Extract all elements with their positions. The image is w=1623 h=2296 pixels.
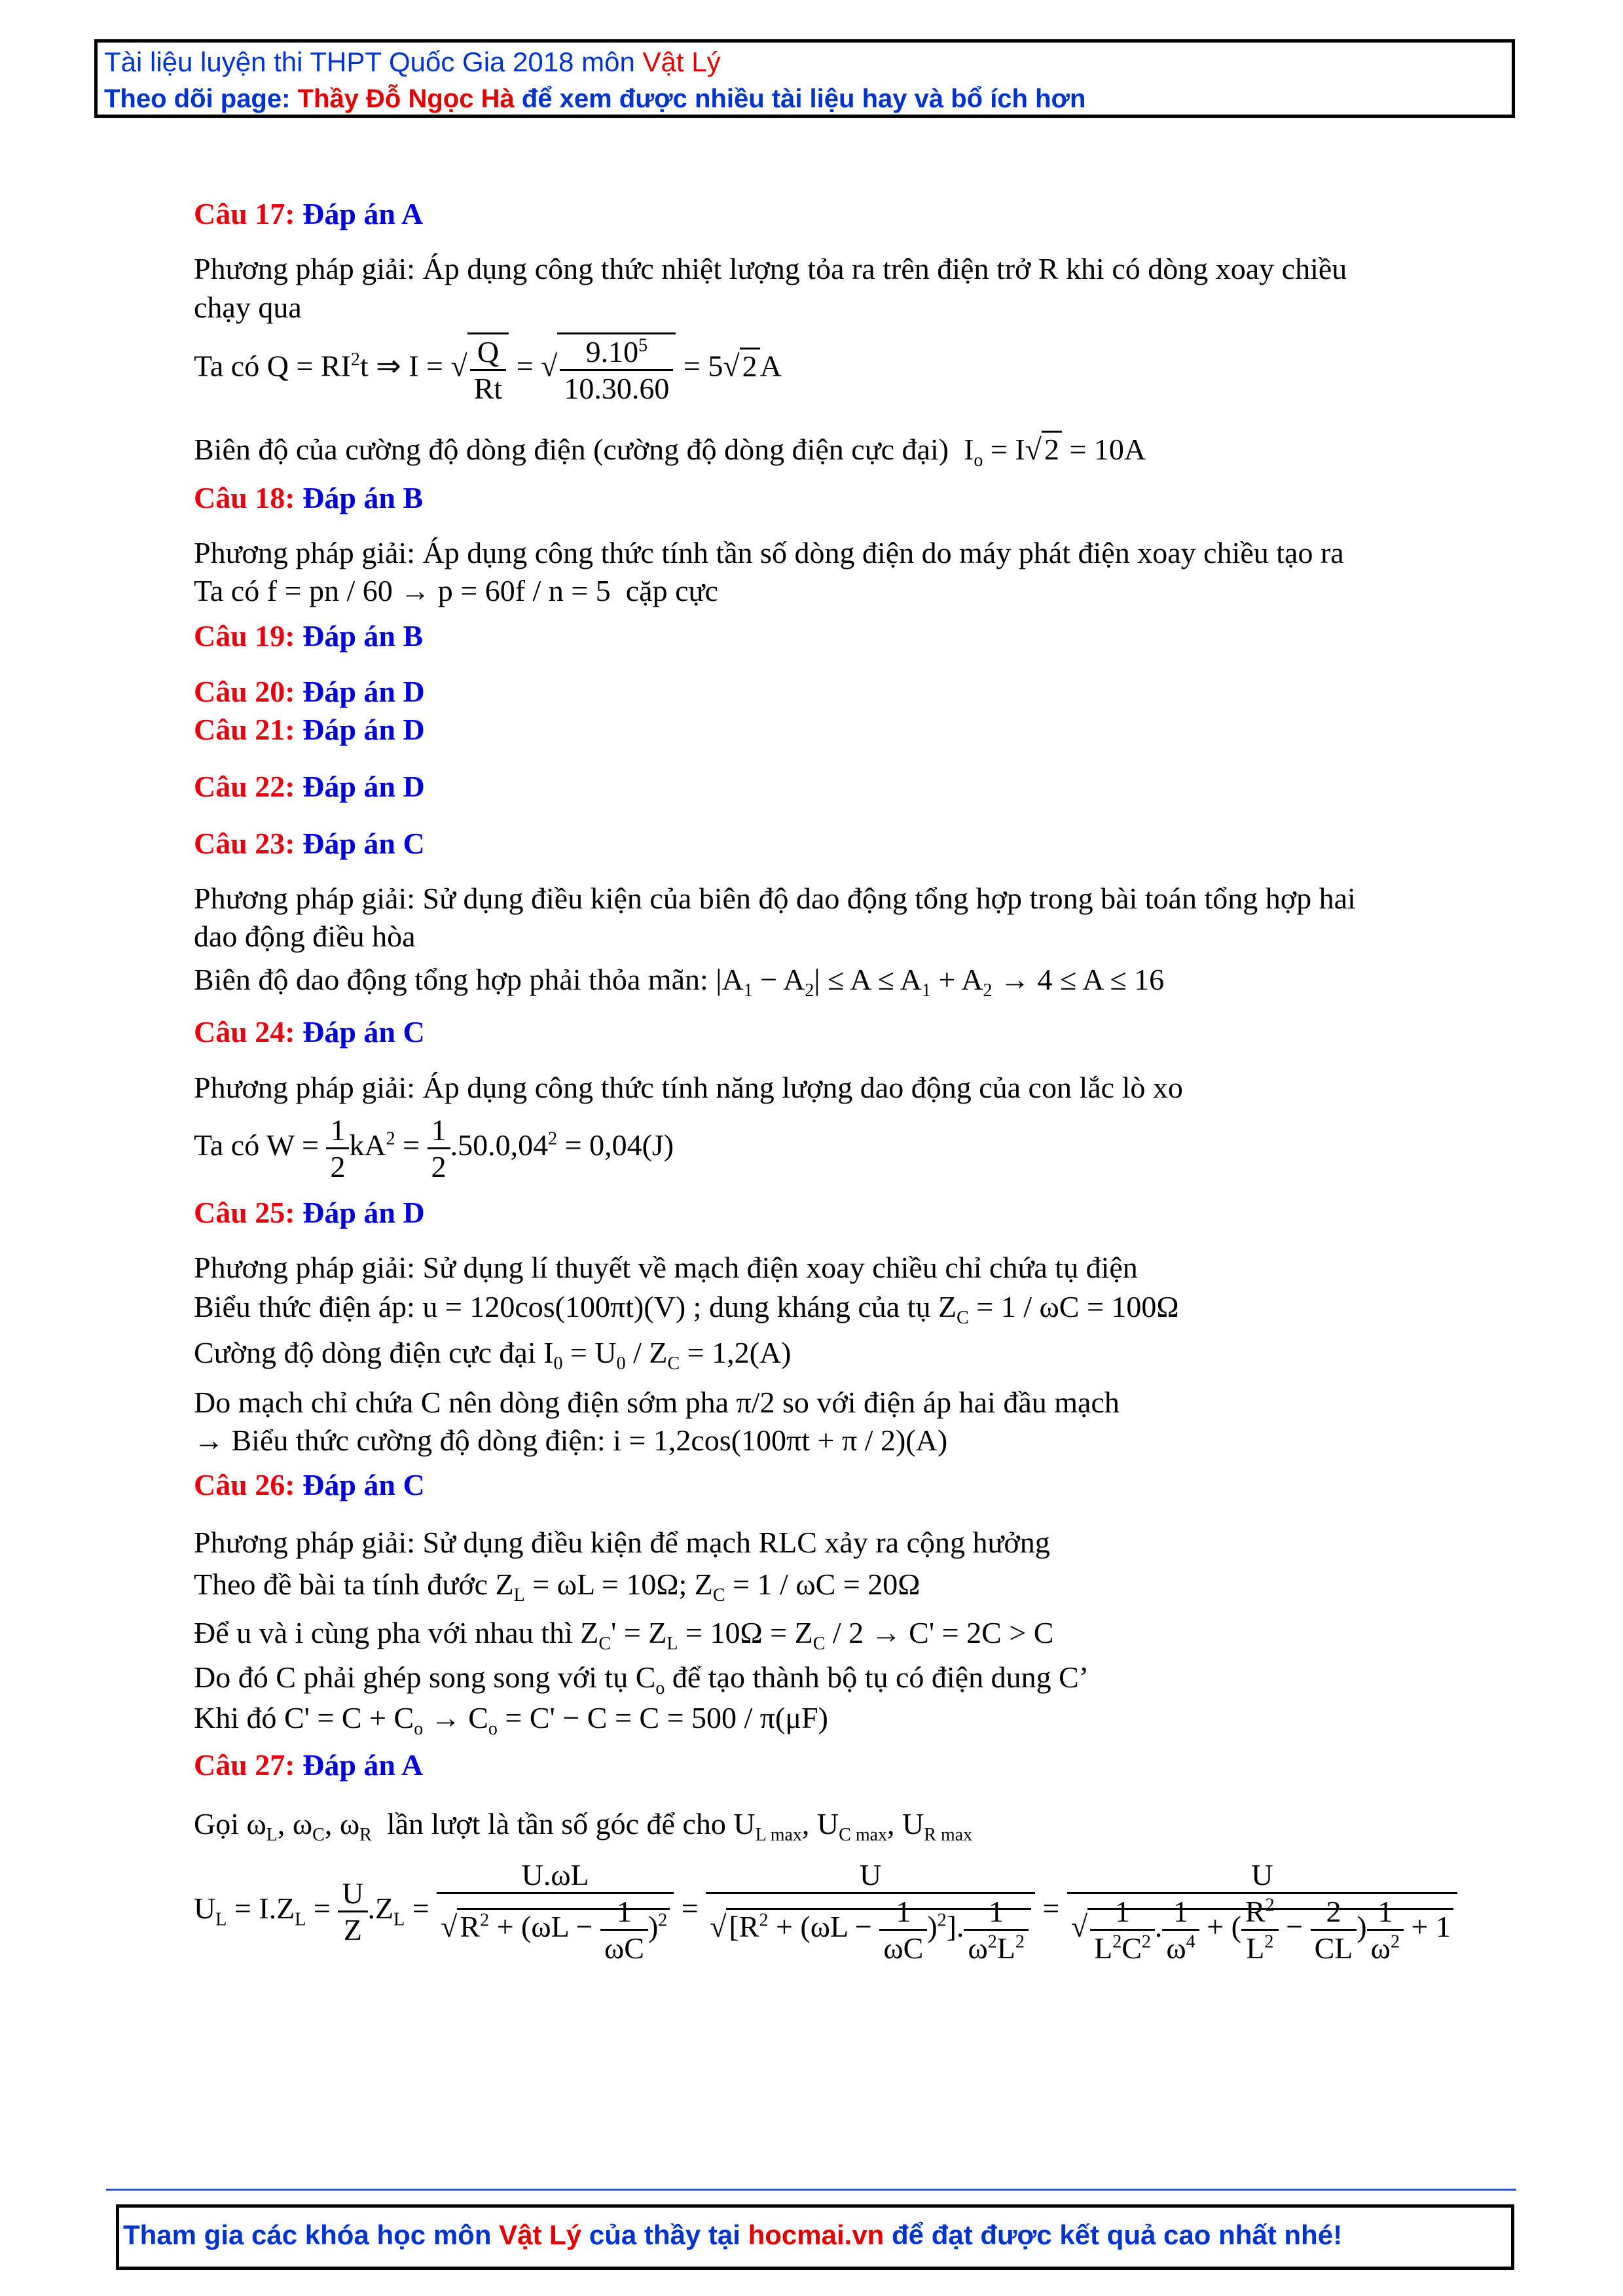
q27-frac-uz: $\frac{U}{Z}$ (338, 1876, 367, 1947)
q27-frac-b: U $√[R^2 + (\omega L$ − $\frac{1}{\omega C}$ )$^2$]. $\frac{1}{\omega^2L^2}$ (706, 1857, 1035, 1965)
q17-frac-2: $\frac{9.10^5}{10.30.60}$ (557, 332, 676, 406)
q25-current-max: Cường độ dòng điện cực đại $I_0 = U_0 / Z_C = 1,2(A)$ (194, 1336, 792, 1374)
header-line-1 (104, 46, 721, 78)
q25-voltage: Biểu thức điện áp: u = 120cos(100πt)(V) ; dung kháng của tụ $Z_C = 1 / \omega C = 100\Omega$ (194, 1290, 1179, 1329)
q17-amplitude: Biên độ của cường độ dòng điện (cường độ dòng điện cực đại) $I_o = I√2 = 10A$ (194, 432, 1146, 471)
question-24-heading (194, 1014, 425, 1049)
q17-frac-1: $\frac{Q}{Rt}$ (467, 332, 509, 406)
footer-suffix: để đạt được kết quả cao nhất nhé! (884, 2219, 1343, 2250)
footer-mid: của thầy tại (581, 2219, 748, 2250)
q23-method-line-2: dao động điều hòa (194, 920, 416, 953)
q25-bieuthuc: Biểu thức điện áp: (194, 1290, 415, 1323)
q26-doo-tail: để tạo thành bộ tụ có điện dung C’ (665, 1660, 1089, 1694)
question-label: Câu 18: (194, 481, 295, 514)
q25-phase-note: Do mạch chỉ chứa C nên dòng điện sớm pha π/2 so với điện áp hai đầu mạch (194, 1386, 1120, 1419)
q24-equation: Ta có W = $\frac{1}{2}$ $kA^2$ = $\frac{1}{2}$ $.50.0,04^2 = 0,04(J)$ (194, 1113, 674, 1183)
q27-ul-formula: $U_L = I.Z_L$ = $\frac{U}{Z}$ $.Z_L$ = U.ωL $√R^2 + (\omega L$ − $\frac{1}{\omega C}$ )$^2$ = U $√[R^2 + (\omega L$ − $\frac{1}{\omega C}$ )$^2$]. $\frac{1}{\omega^2L^2}$ = U √ $\frac{1}{L^2C^2}$ . $\frac{1}{\omega^4}$ + ( $\frac{R^2}{L^2}$ − $\frac{2}{CL}$ ) $\frac{1}{\omega^2}$ + 1 (194, 1857, 1457, 1965)
header-follow-tail: để xem được nhiều tài liệu hay và bổ ích hơn (514, 84, 1086, 113)
question-label: Câu 17: (194, 197, 295, 230)
answer-label: Đáp án D (302, 770, 425, 803)
question-20-heading (194, 674, 425, 709)
answer-label: Đáp án B (302, 481, 424, 514)
q23-cond-text: Biên độ dao động tổng hợp phải thỏa mãn: (194, 963, 708, 996)
q26-khido: Khi đó (194, 1701, 277, 1734)
question-label: Câu 27: (194, 1748, 295, 1782)
question-22-heading (194, 769, 425, 804)
q25-method: Phương pháp giải: Sử dụng lí thuyết về mạch điện xoay chiều chỉ chứa tụ điện (194, 1251, 1138, 1284)
question-label: Câu 24: (194, 1015, 295, 1049)
header-box (94, 39, 1515, 118)
q18-equation: Ta có f = pn / 60 → p = 60f / n = 5 cặp cực (194, 574, 718, 607)
answer-label: Đáp án C (302, 827, 425, 860)
question-25-heading (194, 1195, 425, 1230)
question-18-heading (194, 480, 423, 515)
answer-label: Đáp án B (302, 619, 424, 653)
question-26-heading (194, 1467, 425, 1502)
q26-parallel (194, 1660, 1089, 1699)
answer-label: Đáp án D (302, 675, 425, 708)
q27-intro: Gọi $\omega_L$, $\omega_C$, $\omega_R$ lần lượt là tần số góc để cho $U_{L max}$, $U_{C max}$, $U_{R max}$ (194, 1807, 973, 1846)
q23-condition: Biên độ dao động tổng hợp phải thỏa mãn: $|A_1 - A_2| \le A \le A_1 + A_2 \to 4 \le A \le 16$ (194, 963, 1165, 1001)
q17-taco: Ta có (194, 349, 260, 383)
question-label: Câu 26: (194, 1468, 295, 1501)
q18-tail: cặp cực (625, 574, 718, 607)
q27-goi: Gọi (194, 1807, 239, 1840)
header-title: Tài liệu luyện thi THPT Quốc Gia 2018 môn (104, 46, 643, 77)
q24-half-2: $\frac{1}{2}$ (428, 1113, 450, 1184)
answer-label: Đáp án C (302, 1015, 425, 1049)
q25-arrow-text: → Biểu thức cường độ dòng điện: (194, 1424, 606, 1457)
question-17-heading (194, 196, 423, 231)
q26-impedance: Theo đề bài ta tính đước $Z_L = \omega L = 10\Omega$; $Z_C = 1 / \omega C = 20\Omega$ (194, 1568, 921, 1606)
q23-method-line-1: Phương pháp giải: Sử dụng điều kiện của biên độ dao động tổng hợp trong bài toán tổng hợp hai (194, 882, 1356, 915)
header-subject: Vật Lý (642, 46, 721, 77)
q26-de-u: Để u và i cùng pha với nhau thì (194, 1616, 573, 1649)
footer-prefix: Tham gia các khóa học môn (123, 2219, 500, 2250)
q26-final: Khi đó $C' = C + C_o \to C_o = C' - C = C = 500 / \pi(\mu F)$ (194, 1701, 828, 1740)
q25-current-expr: → Biểu thức cường độ dòng điện: i = 1,2cos(100πt + π / 2)(A) (194, 1424, 948, 1457)
question-label: Câu 23: (194, 827, 295, 860)
q24-half-1: $\frac{1}{2}$ (326, 1113, 349, 1184)
q26-doo: Do đó C phải ghép song song với tụ C (194, 1660, 656, 1694)
q27-frac-a: U.ωL $√R^2 + (\omega L$ − $\frac{1}{\omega C}$ )$^2$ (437, 1857, 674, 1965)
q25-dungkhang: ; dung kháng của tụ (693, 1290, 931, 1323)
question-label: Câu 22: (194, 770, 295, 803)
q17-method-line-2: chạy qua (194, 291, 302, 324)
answer-label: Đáp án C (302, 1468, 425, 1501)
q26-method: Phương pháp giải: Sử dụng điều kiện để mạch RLC xảy ra cộng hưởng (194, 1526, 1050, 1559)
header-teacher[interactable]: Thầy Đỗ Ngọc Hà (297, 84, 515, 113)
footer-text (123, 2219, 1342, 2251)
question-label: Câu 21: (194, 713, 295, 746)
footer-rule (106, 2189, 1516, 2191)
q25-cuongdo: Cường độ dòng điện cực đại (194, 1336, 536, 1369)
header-line-2 (104, 84, 1085, 114)
q17-amp-text: Biên độ của cường độ dòng điện (cường độ dòng điện cực đại) (194, 433, 949, 466)
answer-label: Đáp án D (302, 713, 425, 746)
question-label: Câu 20: (194, 675, 295, 708)
q27-frac-c: U √ $\frac{1}{L^2C^2}$ . $\frac{1}{\omega^4}$ + ( $\frac{R^2}{L^2}$ − $\frac{2}{CL}$ ) $\frac{1}{\omega^2}$ + 1 (1067, 1857, 1457, 1965)
answer-label: Đáp án A (302, 197, 424, 230)
q24-method: Phương pháp giải: Áp dụng công thức tính năng lượng dao động của con lắc lò xo (194, 1071, 1183, 1104)
q26-theode: Theo đề bài ta tính đước (194, 1568, 488, 1601)
question-label: Câu 19: (194, 619, 295, 653)
answer-label: Đáp án D (302, 1196, 425, 1229)
question-21-heading (194, 712, 425, 747)
q27-lanluot: lần lượt là tần số góc để cho (386, 1807, 726, 1840)
q26-doo-sub: o (655, 1678, 665, 1699)
footer-site-link[interactable]: hocmai.vn (748, 2219, 884, 2250)
q17-equation: Ta có $Q = RI^2t$ ⇒ I = √ $\frac{Q}{Rt}$ = √ $\frac{9.10^5}{10.30.60}$ = 5√2A (194, 332, 782, 406)
answer-label: Đáp án A (302, 1748, 424, 1782)
footer-box (116, 2204, 1514, 2270)
q24-taco: Ta có (194, 1128, 260, 1162)
q17-method-line-1: Phương pháp giải: Áp dụng công thức nhiệt lượng tỏa ra trên điện trở R khi có dòng xoay chiều (194, 252, 1347, 285)
footer-subject: Vật Lý (499, 2219, 582, 2250)
q26-phase: Để u và i cùng pha với nhau thì $Z_C' = Z_L = 10\Omega = Z_C / 2 \to C' = 2C > C$ (194, 1616, 1054, 1655)
header-follow: Theo dõi page: (104, 84, 298, 113)
question-label: Câu 25: (194, 1196, 295, 1229)
question-27-heading (194, 1748, 423, 1782)
question-23-heading (194, 826, 425, 861)
q18-method: Phương pháp giải: Áp dụng công thức tính tần số dòng điện do máy phát điện xoay chiều tạo ra (194, 536, 1344, 569)
q18-taco: Ta có (194, 574, 260, 607)
question-19-heading (194, 619, 423, 653)
